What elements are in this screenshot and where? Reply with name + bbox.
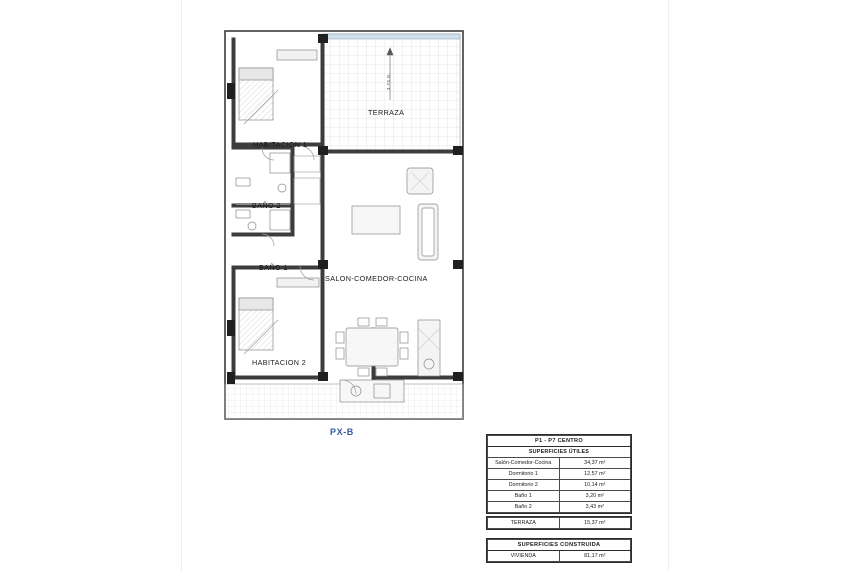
floor-plan (222, 28, 466, 444)
surface-table-built (486, 538, 632, 563)
sheet-guide-right (668, 0, 669, 572)
row-value-bano-1: 3,20 m² (559, 491, 631, 502)
row-value-terraza: 15,37 m² (559, 518, 631, 529)
table-row (488, 436, 631, 447)
table-row (488, 551, 631, 562)
room-label-bano-1: BAÑO 1 (259, 263, 288, 272)
table-main-subtitle: SUPERFICIES ÚTILES (488, 447, 631, 458)
table-row (488, 502, 631, 513)
table-row (488, 480, 631, 491)
sheet-guide-left (181, 0, 182, 572)
room-label-bano-2: BAÑO 2 (252, 201, 281, 210)
surface-table-main (486, 434, 632, 514)
row-name-dormitorio-2: Dormitorio 2 (488, 480, 560, 491)
table-built-title: SUPERFICIES CONSTRUIDA (488, 540, 631, 551)
row-value-dormitorio-1: 12,57 m² (559, 469, 631, 480)
row-value-vivienda: 81,17 m² (559, 551, 631, 562)
table-row (488, 491, 631, 502)
row-name-terraza: TERRAZA (488, 518, 560, 529)
row-name-bano-1: Baño 1 (488, 491, 560, 502)
room-label-terraza: TERRAZA (368, 108, 405, 117)
row-value-dormitorio-2: 10,14 m² (559, 480, 631, 491)
terrace-dimension-note: 3.73 m (386, 74, 391, 90)
room-label-habitacion-2: HABITACION 2 (252, 358, 307, 367)
row-name-vivienda: VIVIENDA (488, 551, 560, 562)
table-main-title: P1 - P7 CENTRO (488, 436, 631, 447)
row-name-dormitorio-1: Dormitorio 1 (488, 469, 560, 480)
plan-tag: PX-B (330, 427, 354, 437)
terrace-glazing (322, 34, 460, 39)
row-name-bano-2: Baño 2 (488, 502, 560, 513)
table-row (488, 540, 631, 551)
table-row (488, 518, 631, 529)
row-name-salon: Salón-Comedor-Cocina (488, 458, 560, 469)
table-row (488, 458, 631, 469)
row-value-salon: 34,37 m² (559, 458, 631, 469)
surface-table-terraza (486, 516, 632, 530)
table-row (488, 447, 631, 458)
room-label-salon-comedor-cocina: SALON-COMEDOR-COCINA (325, 274, 428, 283)
table-row (488, 469, 631, 480)
row-value-bano-2: 3,43 m² (559, 502, 631, 513)
room-label-habitacion-1: HABITACION 1 (253, 140, 308, 149)
